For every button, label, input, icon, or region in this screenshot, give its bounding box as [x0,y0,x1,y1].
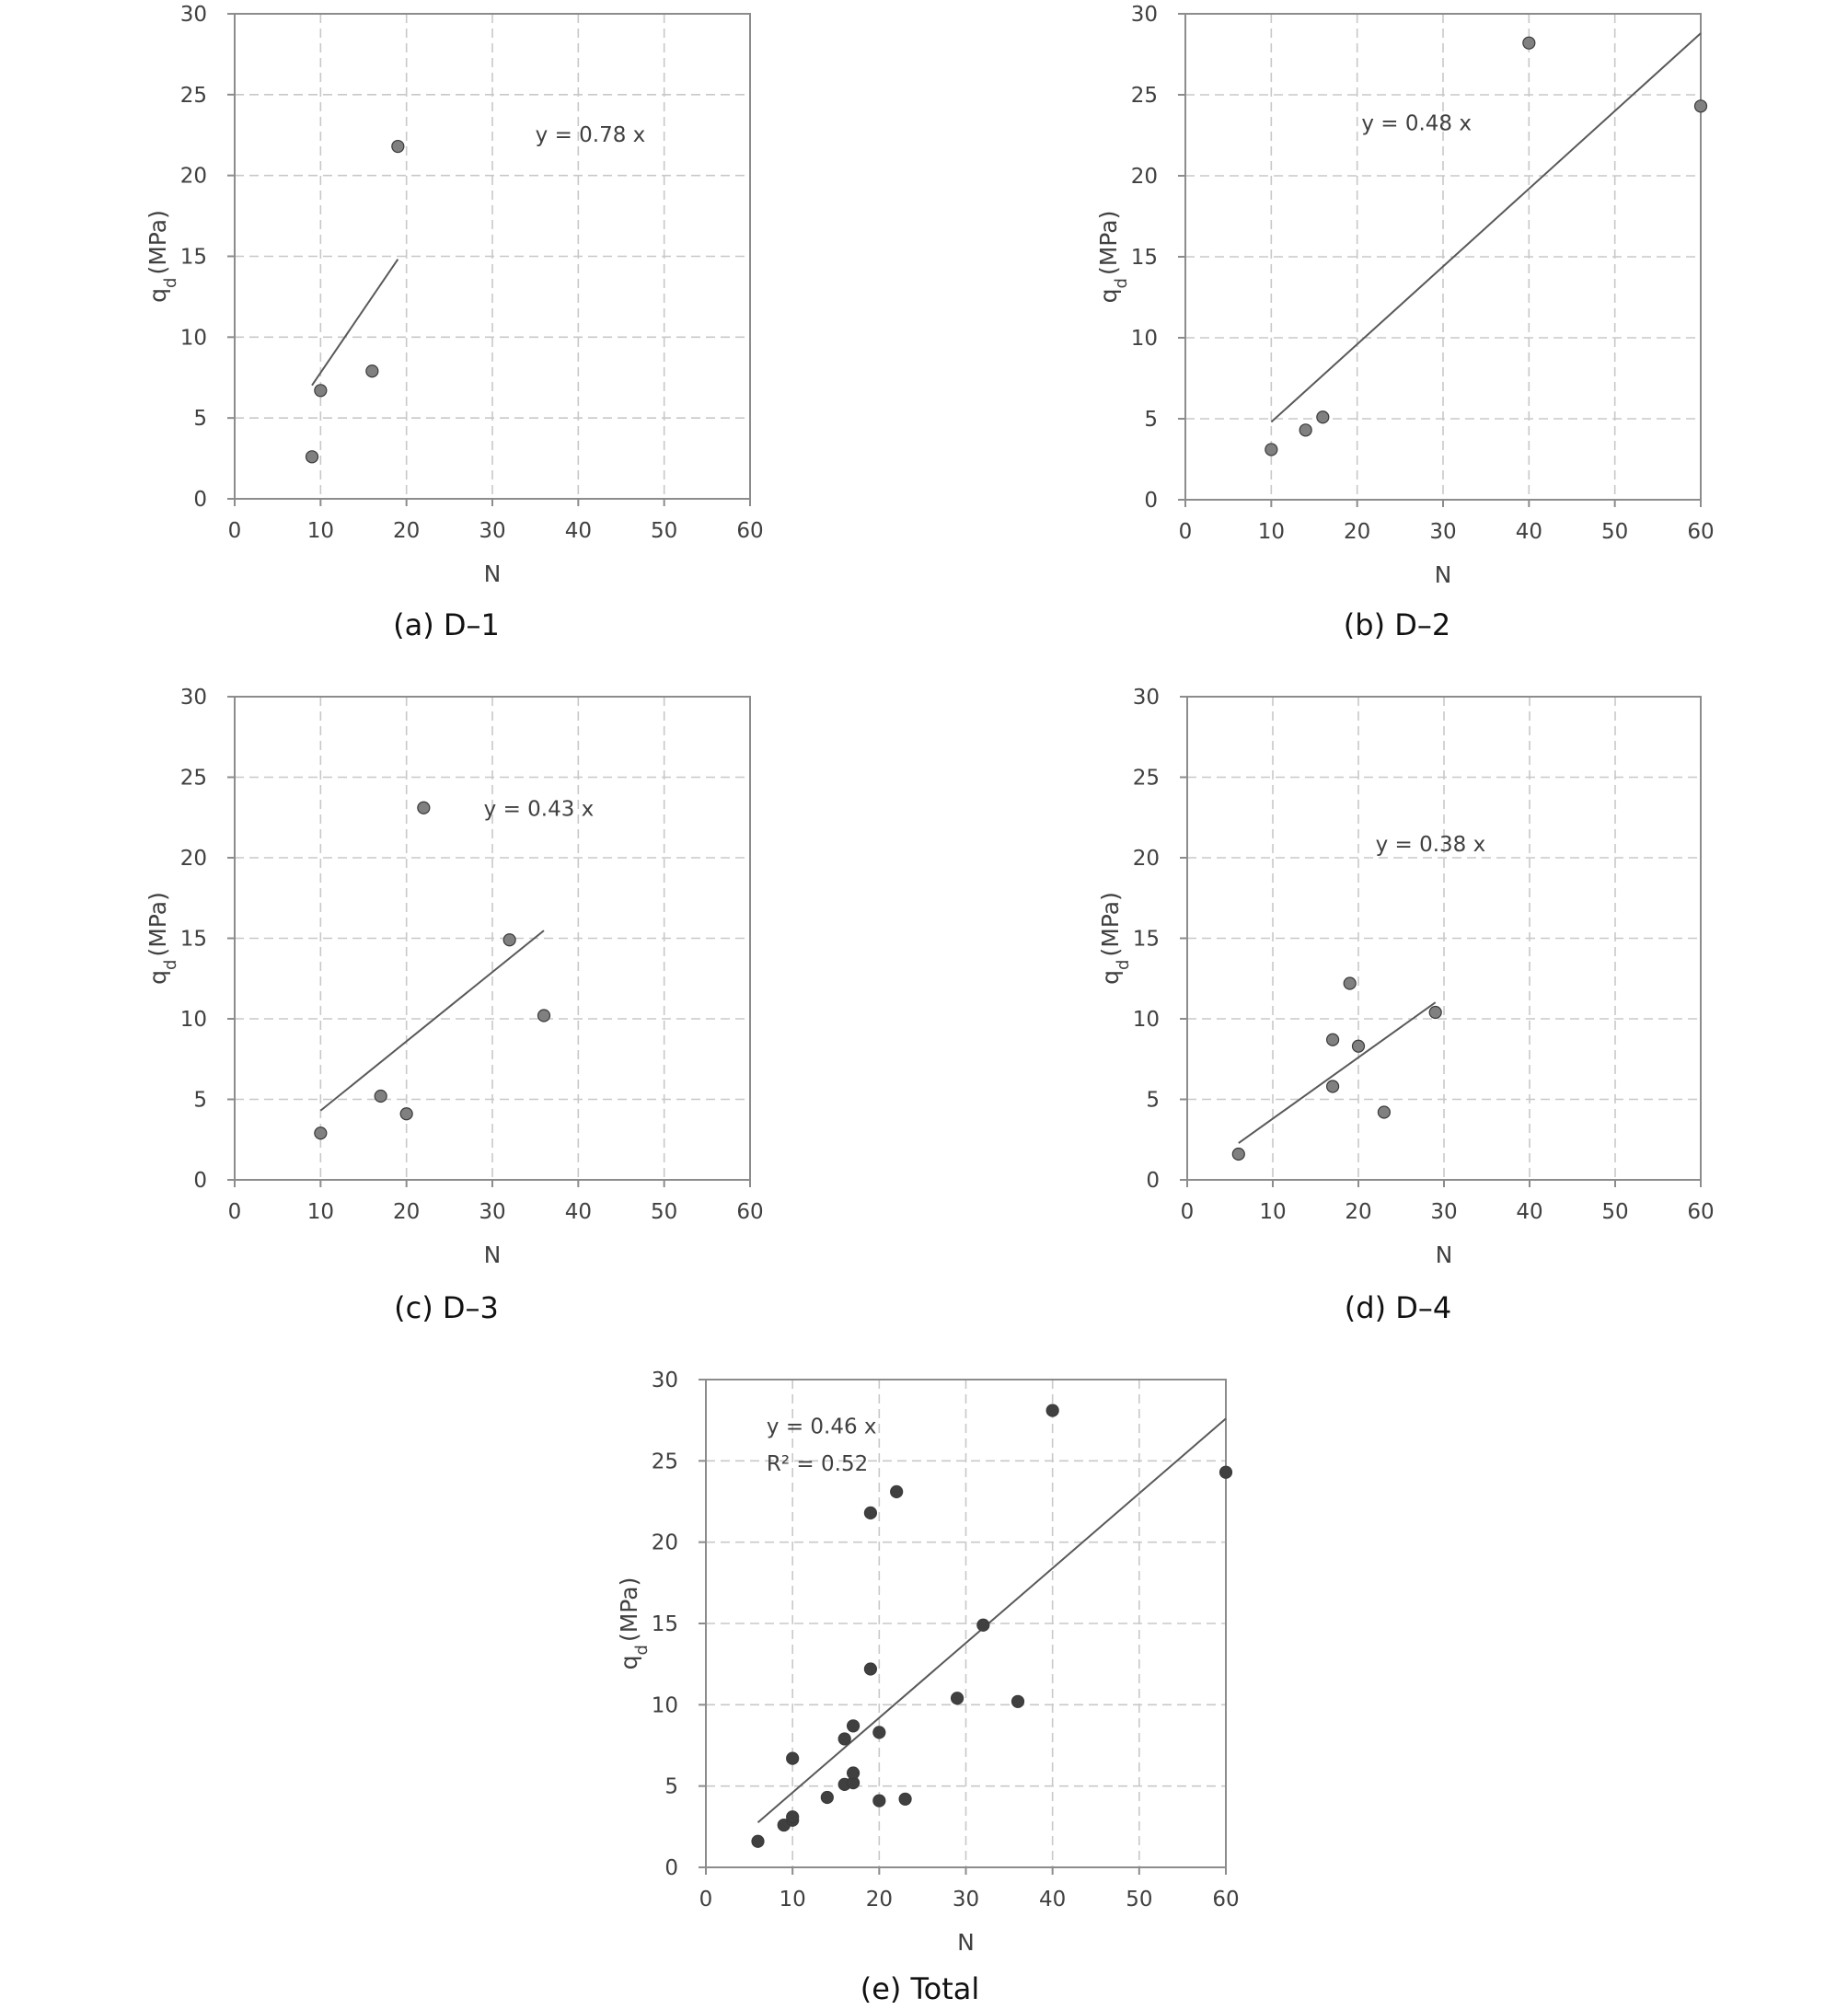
data-point [1220,1466,1232,1478]
y-tick-label: 0 [664,1856,678,1880]
x-axis-title: N [483,1242,502,1268]
y-tick-label: 5 [664,1774,678,1799]
data-point [1012,1695,1024,1707]
x-axis-title: N [957,1929,975,1956]
y-axis-title-unit: (MPa) [144,892,171,957]
data-point [873,1795,885,1807]
y-axis-title-subscript: d [631,1645,652,1656]
y-tick-label: 15 [179,245,207,270]
y-axis-title-subscript: d [160,959,180,970]
y-tick-label: 15 [1130,246,1158,270]
x-tick-label: 50 [651,519,678,543]
y-tick-label: 25 [179,83,207,108]
y-tick-label: 5 [1144,408,1158,432]
x-tick-label: 50 [1126,1888,1153,1912]
data-point [848,1720,860,1732]
trendline-equation: y = 0.46 x [766,1415,877,1439]
data-point [891,1485,903,1497]
y-axis-title [144,210,180,303]
data-point [899,1793,911,1805]
x-tick-label: 50 [651,1200,678,1224]
x-tick-label: 10 [1259,1200,1287,1224]
data-point [1523,37,1535,49]
y-axis-title [616,1577,652,1670]
chart-panel-5 [616,1369,1240,2006]
y-axis-title-unit: (MPa) [616,1577,642,1643]
data-point [392,141,404,153]
chart-panel-3 [144,686,764,1325]
data-point [315,385,327,397]
x-tick-label: 10 [306,1200,334,1224]
y-tick-label: 10 [179,326,207,351]
x-tick-label: 0 [227,1200,242,1224]
chart-panel-4 [1097,686,1715,1325]
data-point [952,1692,964,1704]
x-tick-label: 20 [393,519,421,543]
y-tick-label: 10 [1132,1008,1160,1032]
data-point [315,1127,327,1139]
y-tick-label: 30 [179,686,207,710]
data-point [503,934,515,946]
x-tick-label: 30 [1429,520,1457,544]
x-tick-label: 0 [699,1888,713,1912]
trendline [758,1418,1227,1822]
panel-caption: (d) D–4 [1344,1290,1452,1325]
x-tick-label: 20 [865,1888,893,1912]
y-axis-title-subscript: d [1113,959,1133,970]
r-squared-label: R² = 0.52 [766,1451,869,1476]
x-axis-title: N [483,560,502,587]
chart-panel-2 [1095,3,1715,642]
data-point [1299,424,1311,436]
data-point [1378,1106,1390,1118]
x-tick-label: 20 [393,1200,421,1224]
x-tick-label: 50 [1601,520,1629,544]
x-tick-label: 10 [779,1888,806,1912]
y-tick-label: 5 [1146,1088,1160,1113]
y-tick-label: 10 [1130,327,1158,351]
x-tick-label: 30 [952,1888,980,1912]
data-point [821,1792,833,1804]
y-tick-label: 20 [179,847,207,871]
trendline [312,260,398,386]
y-axis-title [144,892,180,985]
trendline-equation: y = 0.48 x [1361,111,1472,136]
x-tick-label: 60 [736,519,764,543]
x-tick-label: 60 [736,1200,764,1224]
chart-panel-1 [144,3,764,642]
y-axis-title-subscript: d [1111,278,1131,289]
y-axis-title [1097,892,1133,985]
data-point [838,1733,850,1745]
data-point [873,1727,885,1739]
data-point [418,802,430,814]
y-axis-title-unit: (MPa) [144,210,171,275]
panel-caption: (c) D–3 [394,1290,499,1325]
x-tick-label: 60 [1212,1888,1240,1912]
y-tick-label: 15 [651,1612,678,1636]
data-point [848,1767,860,1779]
y-axis-title-main: q [1097,969,1124,985]
x-tick-label: 0 [227,519,242,543]
x-tick-label: 30 [479,1200,506,1224]
data-point [1429,1007,1441,1019]
data-point [400,1108,412,1120]
y-axis-title [1095,211,1131,304]
data-point [864,1663,876,1675]
data-point [366,365,378,377]
x-axis-title: N [1434,561,1452,588]
data-point [1344,977,1356,989]
x-axis-title: N [1435,1242,1453,1268]
trendline-equation: y = 0.43 x [483,797,595,822]
y-axis-title-main: q [1095,288,1122,304]
data-point [1695,100,1707,112]
x-tick-label: 20 [1344,520,1371,544]
y-axis-title-main: q [144,969,171,985]
data-point [1265,444,1277,456]
x-tick-label: 30 [1430,1200,1458,1224]
data-point [306,451,318,463]
y-axis-title-unit: (MPa) [1097,892,1124,957]
y-tick-label: 20 [1130,165,1158,189]
y-tick-label: 20 [1132,847,1160,871]
y-tick-label: 25 [1132,766,1160,791]
panel-caption: (a) D–1 [393,607,500,642]
data-point [1046,1404,1058,1416]
y-axis-title-main: q [616,1655,642,1670]
y-tick-label: 15 [179,927,207,952]
y-tick-label: 0 [1144,489,1158,513]
data-point [538,1010,550,1022]
y-tick-label: 0 [1146,1169,1160,1193]
y-tick-label: 20 [179,164,207,189]
x-tick-label: 20 [1345,1200,1372,1224]
panel-caption: (b) D–2 [1343,607,1451,642]
data-point [977,1619,989,1631]
y-axis-title-main: q [144,287,171,303]
x-tick-label: 10 [1257,520,1285,544]
data-point [864,1507,876,1519]
y-axis-title-subscript: d [160,277,180,288]
data-point [375,1091,387,1103]
x-tick-label: 40 [1039,1888,1067,1912]
data-point [787,1752,799,1764]
y-tick-label: 30 [1130,3,1158,27]
x-tick-label: 10 [306,519,334,543]
x-tick-label: 0 [1180,1200,1195,1224]
y-tick-label: 0 [193,488,207,512]
data-point [1317,411,1329,423]
y-tick-label: 5 [193,407,207,432]
y-tick-label: 25 [179,766,207,791]
y-tick-label: 25 [651,1450,678,1474]
x-tick-label: 0 [1178,520,1193,544]
trendline-equation: y = 0.38 x [1375,833,1486,857]
data-point [787,1811,799,1823]
y-tick-label: 25 [1130,84,1158,108]
trendline-equation: y = 0.78 x [535,122,646,147]
x-tick-label: 40 [1516,1200,1543,1224]
y-tick-label: 15 [1132,927,1160,952]
y-tick-label: 20 [651,1531,678,1555]
x-tick-label: 50 [1601,1200,1629,1224]
data-point [1353,1040,1365,1052]
y-tick-label: 30 [651,1369,678,1392]
panel-caption: (e) Total [860,1971,980,2006]
y-tick-label: 10 [651,1693,678,1718]
trendline [1271,33,1701,422]
x-tick-label: 60 [1687,1200,1715,1224]
data-point [752,1835,764,1847]
data-point [1327,1034,1339,1045]
data-point [1327,1080,1339,1092]
y-tick-label: 30 [1132,686,1160,710]
data-point [1232,1149,1244,1161]
x-tick-label: 40 [1515,520,1542,544]
y-tick-label: 30 [179,3,207,27]
x-tick-label: 30 [479,519,506,543]
y-tick-label: 10 [179,1008,207,1032]
trendline [320,930,544,1111]
y-axis-title-unit: (MPa) [1095,210,1122,276]
y-tick-label: 5 [193,1088,207,1113]
trendline [1239,1002,1436,1143]
x-tick-label: 60 [1687,520,1715,544]
x-tick-label: 40 [564,519,592,543]
y-tick-label: 0 [193,1169,207,1193]
x-tick-label: 40 [564,1200,592,1224]
